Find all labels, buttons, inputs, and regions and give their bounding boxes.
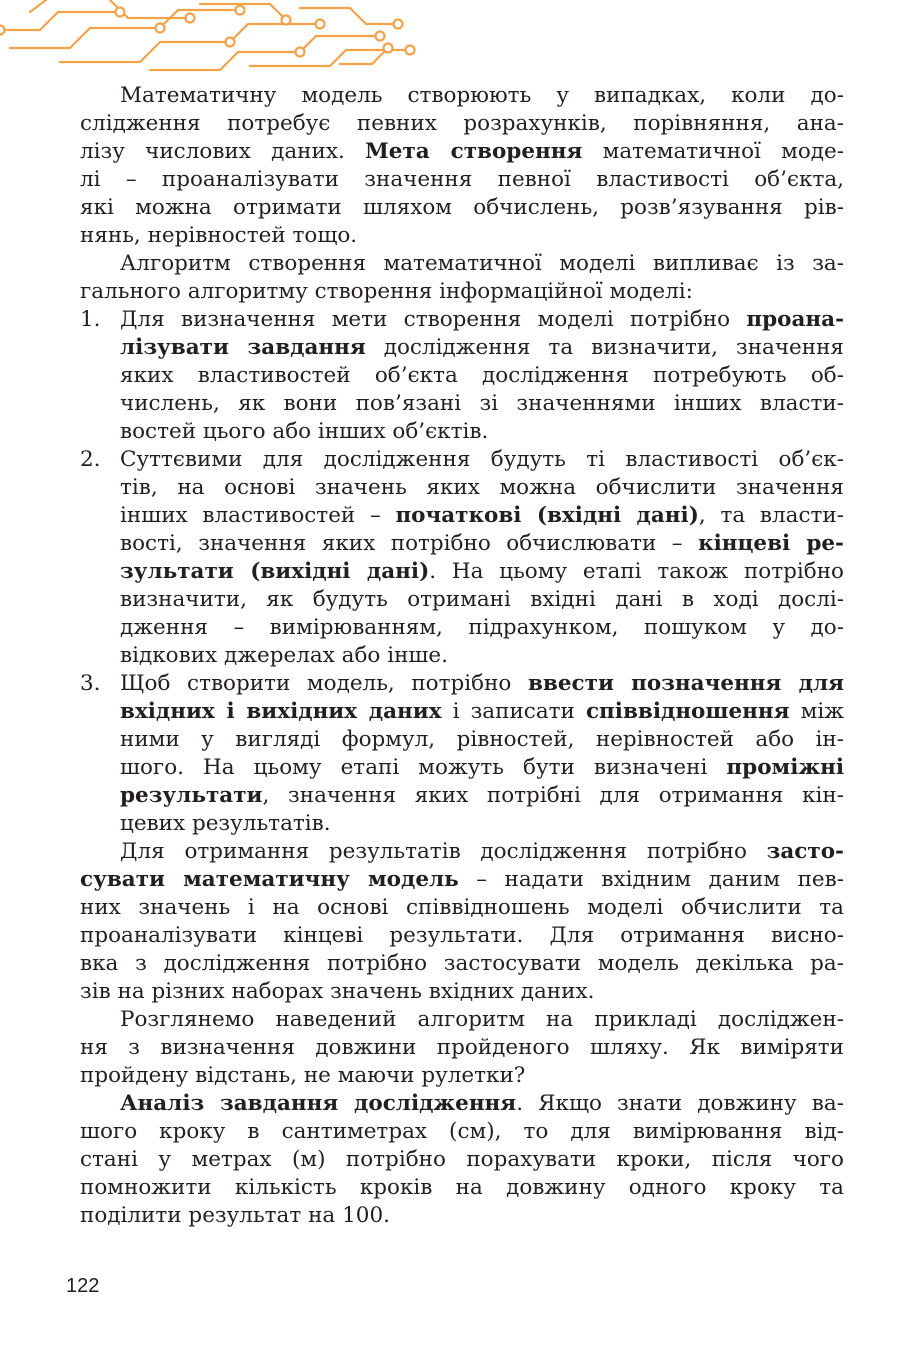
text-run: Розглянемо наведений алгоритм на прикладі досліджен- [120,1007,844,1032]
text-run: них значень і на основі співвідношень моделі обчислити та [80,895,844,920]
bold-term: проана- [746,307,844,332]
text-line [80,1062,844,1090]
text-line [80,642,844,670]
text-run: цевих результатів. [120,811,331,836]
text-line [80,950,844,978]
bold-term: проміжні [726,755,844,780]
text-run: числень, як вони пов’язані зі значеннями інших власти- [120,391,844,416]
text-run: тів, на основі значень яких можна обчислити значення [120,475,844,500]
text-run: визначити, як будуть отримані вхідні дані в ході дослі- [120,587,844,612]
list-item-line [80,446,844,474]
text-line [80,558,844,586]
page-text [80,82,844,1230]
text-run: і записати [441,699,586,724]
text-run: востей цього або інших об’єктів. [120,419,489,444]
page-number: 122 [66,1275,100,1297]
bold-term: співвідношення [585,699,790,724]
circuit-decoration [0,0,430,72]
text-line [80,474,844,502]
text-run: які можна отримати шляхом обчислень, розв’язування рів- [80,195,844,220]
circuit-node [282,16,291,25]
bold-term: кінцеві ре- [698,531,844,556]
text-run: шого. На цьому етапі можуть бути визначені [120,755,727,780]
text-run: пройдену відстань, не маючи рулетки? [80,1063,526,1088]
text-run: Алгоритм створення математичної моделі випливає із за- [120,251,844,276]
circuit-node [226,38,235,47]
circuit-trace [60,24,320,62]
text-run: між [789,699,844,724]
circuit-trace [300,8,398,24]
text-run: математичної моде- [582,139,844,164]
text-line [80,1146,844,1174]
text-line [80,782,844,810]
text-line [80,530,844,558]
circuit-node [156,24,165,33]
text-run: гального алгоритму створення інформаційної моделі: [80,279,693,304]
text-line [80,222,844,250]
text-line [80,362,844,390]
text-run: , значення яких потрібні для отримання кін- [262,783,844,808]
text-run: інших властивостей – [120,503,396,528]
bold-term: результати [120,783,263,808]
circuit-node [384,44,393,53]
text-run: зів на різних наборах значень вхідних даних. [80,979,595,1004]
text-run: . На цьому етапі також потрібно [429,559,845,584]
text-line [80,418,844,446]
list-item-line [80,670,844,698]
list-item-line [80,306,844,334]
text-run: проаналізувати кінцеві результати. Для отримання висно- [80,923,844,948]
list-number: 1. [80,307,101,332]
text-run: дження – вимірюванням, підрахунком, пошуком у до- [120,615,844,640]
circuit-trace [30,0,46,12]
text-run: нянь, нерівностей тощо. [80,223,358,248]
text-run: лізу числових даних. [80,139,365,164]
list-number: 2. [80,447,101,472]
text-line [80,110,844,138]
text-line [80,82,844,110]
text-line [80,838,844,866]
text-run: дослідження та визначити, значення [365,335,844,360]
bold-term: засто- [766,839,844,864]
text-line [80,1202,844,1230]
text-line [80,1006,844,1034]
text-run: . Якщо знати довжину ва- [516,1091,844,1116]
text-run: слідження потребує певних розрахунків, порівняння, ана- [80,111,844,136]
text-run: , та власти- [698,503,844,528]
circuit-node [116,8,125,17]
text-line [80,138,844,166]
text-run: лі – проаналізувати значення певної властивості об’єкта, [80,167,844,192]
circuit-node [186,14,195,23]
text-run: шого кроку в сантиметрах (см), то для вимірювання від- [80,1119,844,1144]
text-line [80,614,844,642]
circuit-node [296,48,305,57]
bold-term: Аналіз завдання дослідження [120,1091,517,1116]
bold-term: сувати математичну модель [80,867,459,892]
bold-term: ввести позначення для [527,671,844,696]
text-line [80,754,844,782]
text-line [80,1118,844,1146]
text-line [80,334,844,362]
text-line [80,726,844,754]
text-line [80,698,844,726]
text-run: яких властивостей об’єкта дослідження потребують об- [120,363,844,388]
text-line [80,586,844,614]
circuit-node [0,26,5,35]
circuit-node [376,32,385,41]
text-run: Математичну модель створюють у випадках, коли до- [120,83,844,108]
text-run: Суттєвими для дослідження будуть ті властивості об’єк- [120,447,844,472]
circuit-node [406,46,415,55]
bold-term: початкові (вхідні дані) [395,503,699,528]
text-run: Для отримання результатів дослідження потрібно [120,839,767,864]
text-run: Щоб створити модель, потрібно [120,671,528,696]
text-run: ними у вигляді формул, рівностей, нерівностей або ін- [120,727,844,752]
circuit-node [316,20,325,29]
text-run: відкових джерелах або інше. [120,643,448,668]
text-run: поділити результат на 100. [80,1203,390,1228]
text-run: стані у метрах (м) потрібно порахувати кроки, після чого [80,1147,844,1172]
text-line [80,866,844,894]
text-line [80,978,844,1006]
bold-term: Мета створення [365,139,583,164]
circuit-node [394,20,403,29]
text-line [80,810,844,838]
text-line [80,166,844,194]
text-line [80,278,844,306]
circuit-node [236,6,245,15]
text-run: помножити кількість кроків на довжину одного кроку та [80,1175,844,1200]
text-run: вка з дослідження потрібно застосувати модель декілька ра- [80,951,844,976]
text-line [80,1174,844,1202]
text-run: ня з визначення довжини пройденого шляху. Як виміряти [80,1035,844,1060]
text-line [80,194,844,222]
text-line [80,1090,844,1118]
bold-term: зультати (вихідні дані) [120,559,430,584]
bold-term: вхідних і вихідних даних [120,699,442,724]
text-line [80,502,844,530]
text-run: вості, значення яких потрібно обчислювати – [120,531,699,556]
text-run: Для визначення мети створення моделі потрібно [120,307,747,332]
text-line [80,922,844,950]
text-line [80,894,844,922]
text-line [80,390,844,418]
text-line [80,1034,844,1062]
text-line [80,250,844,278]
bold-term: лізувати завдання [120,335,366,360]
text-run: – надати вхідним даним пев- [458,867,844,892]
list-number: 3. [80,671,101,696]
